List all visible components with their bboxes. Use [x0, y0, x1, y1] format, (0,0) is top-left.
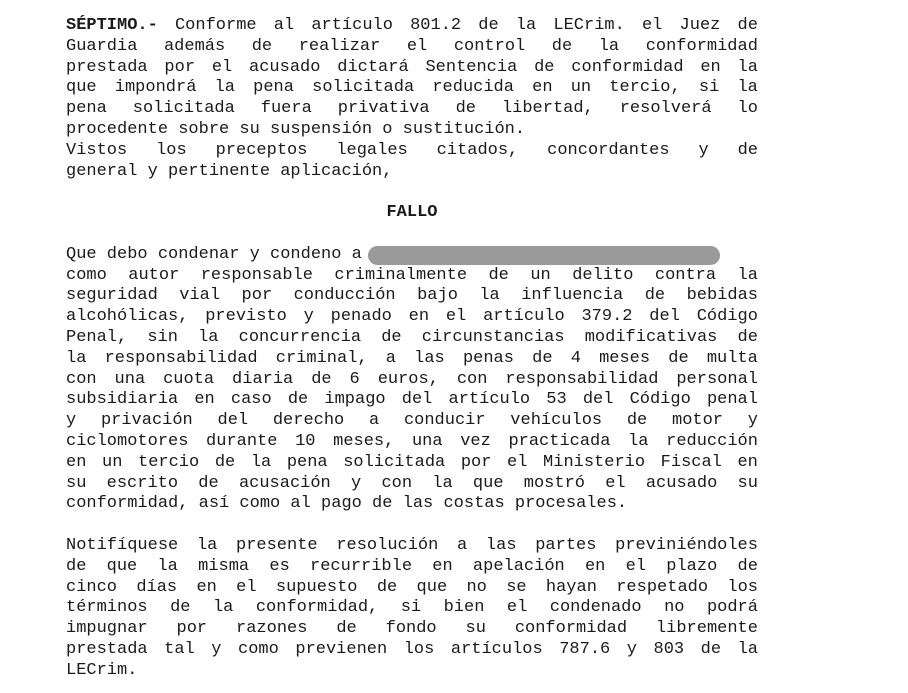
word: en: [194, 390, 215, 410]
word: que: [416, 577, 448, 597]
word: no: [466, 577, 487, 597]
word: de: [488, 265, 509, 285]
word: Sentencia: [425, 57, 518, 77]
word: cinco: [66, 577, 118, 597]
word: lo: [737, 99, 758, 119]
word: pena: [253, 78, 294, 98]
word: de: [287, 390, 309, 410]
word: de: [376, 577, 398, 597]
word: prestada: [66, 57, 148, 77]
paragraph-vistos: [66, 141, 758, 183]
word: penas: [462, 348, 514, 368]
fallo-lead-text: Que debo condenar y condeno a: [66, 244, 362, 264]
word: de: [644, 286, 666, 306]
word: que: [472, 473, 504, 493]
word: a: [385, 348, 396, 368]
text-line: [66, 390, 758, 411]
word: Penal,: [66, 327, 128, 347]
text-line: [66, 661, 758, 682]
word: la: [198, 327, 219, 347]
word: la: [212, 598, 234, 618]
word: responsabilidad: [104, 348, 258, 368]
word: la: [66, 348, 87, 368]
word: la: [196, 535, 218, 555]
word: la: [737, 78, 758, 98]
word: presente: [236, 535, 318, 555]
word: subsidiaria: [66, 390, 179, 410]
word: conformidad: [571, 57, 684, 77]
word: tercio: [138, 452, 200, 472]
text-line: [66, 536, 758, 557]
word: y: [211, 639, 222, 659]
word: acusado: [645, 473, 718, 493]
text-line: [66, 58, 758, 79]
word: fondo: [385, 619, 437, 639]
text-line: [66, 619, 758, 640]
word: como: [66, 265, 107, 285]
text-line: [66, 370, 758, 391]
word: la: [515, 16, 537, 35]
document-page: [66, 16, 758, 682]
word: el: [641, 16, 663, 35]
word: circunstancias: [421, 327, 565, 347]
word: de: [737, 327, 758, 347]
word: criminal,: [275, 348, 368, 368]
word: misma: [198, 556, 250, 576]
word: en: [432, 556, 453, 576]
blank-line: [66, 182, 758, 203]
word: meses,: [333, 431, 395, 451]
text-line: [66, 494, 758, 515]
word: de: [700, 639, 722, 659]
word: con: [66, 369, 97, 389]
text-line: [66, 598, 758, 619]
word: reducción: [666, 431, 758, 451]
text-line: [66, 78, 758, 99]
word: general y pertinente aplicación,: [66, 161, 393, 181]
word: en: [66, 452, 87, 472]
word: vez: [460, 431, 491, 451]
word: por: [460, 452, 492, 472]
text-line: [66, 37, 758, 58]
word: el: [211, 57, 233, 77]
word: el: [445, 307, 467, 327]
word: la: [737, 265, 758, 285]
text-line: [66, 453, 758, 474]
word: conformidad: [514, 619, 628, 639]
word: ciclomotores: [66, 431, 189, 451]
word: 787.6: [559, 639, 611, 659]
word: plazo: [666, 556, 718, 576]
word: un: [102, 452, 123, 472]
word: 10: [295, 431, 316, 451]
word: de: [336, 619, 357, 639]
word: las: [485, 535, 517, 555]
word: por: [176, 619, 208, 639]
word: del: [649, 307, 680, 327]
word: contra: [654, 265, 717, 285]
text-line: [66, 411, 758, 432]
word: y: [351, 473, 362, 493]
text-line: [66, 474, 758, 495]
word: una: [411, 431, 443, 451]
word: acusado: [249, 57, 321, 77]
word: de: [534, 57, 555, 77]
word: mostró: [523, 473, 585, 493]
redacted-name-block: [368, 246, 720, 265]
paragraph-notifiquese: [66, 536, 758, 682]
blank-line: [66, 515, 758, 536]
word: el: [236, 577, 257, 597]
word: apelación: [472, 556, 565, 576]
word: de: [532, 348, 553, 368]
word: penado: [330, 307, 392, 327]
word: los: [403, 639, 435, 659]
word: modificativas: [584, 327, 718, 347]
text-line: [66, 162, 758, 183]
word: Conforme: [174, 16, 257, 35]
word: multa: [706, 348, 758, 368]
word: influencia: [521, 286, 624, 306]
word: en: [700, 57, 721, 77]
paragraph-fallo: [66, 245, 758, 515]
word: por: [241, 286, 273, 306]
word: como: [238, 639, 279, 659]
word: la: [479, 286, 500, 306]
word: Fiscal: [660, 452, 722, 472]
word: de: [455, 99, 476, 119]
text-line: [66, 557, 758, 578]
word: libremente: [655, 619, 758, 639]
word: tercio,: [609, 78, 681, 98]
word: dictará: [337, 57, 409, 77]
section-label: SÉPTIMO.-: [66, 16, 158, 35]
word: del: [401, 390, 433, 410]
word: a: [369, 411, 380, 431]
word: a: [457, 535, 468, 555]
text-line: [66, 266, 758, 287]
word: Juez: [679, 16, 721, 35]
word: 801.2: [410, 16, 462, 35]
word: artículo: [483, 307, 565, 327]
word: privación: [100, 411, 193, 431]
word: en: [196, 577, 217, 597]
word: delito: [572, 265, 634, 285]
word: con: [456, 369, 488, 389]
word: pena: [66, 99, 107, 119]
word: impago: [324, 390, 386, 410]
word: y: [66, 411, 77, 431]
word: artículo: [448, 390, 531, 410]
word: y: [747, 411, 758, 431]
word: las: [414, 348, 445, 368]
word: responsabilidad: [505, 369, 659, 389]
word: de: [251, 36, 273, 56]
text-line: [66, 16, 758, 37]
word: conformidad, así como al pago de las costas procesales.: [66, 494, 628, 514]
word: de: [668, 348, 689, 368]
word: meses: [599, 348, 651, 368]
word: bebidas: [686, 286, 758, 306]
word: 803: [653, 639, 685, 659]
word: criminalmente: [334, 265, 468, 285]
word: conformidad,: [255, 598, 379, 618]
word: de: [311, 369, 332, 389]
word: supuesto: [275, 577, 358, 597]
word: Código: [696, 307, 758, 327]
word: un: [570, 78, 592, 98]
word: de: [737, 140, 758, 160]
word: los: [156, 140, 187, 160]
word: conducir: [403, 411, 486, 431]
word: el: [625, 556, 647, 576]
word: 4: [570, 348, 581, 368]
word: vehículos: [510, 411, 603, 431]
word: impugnar: [66, 619, 148, 639]
word: LECrim.: [553, 16, 625, 35]
word: su: [66, 473, 87, 493]
word: cuota: [163, 369, 215, 389]
word: 53: [546, 390, 567, 410]
word: Guardia: [66, 36, 138, 56]
word: Ministerio: [543, 452, 646, 472]
word: la: [598, 36, 620, 56]
word: prestada: [66, 639, 148, 659]
word: si: [400, 598, 422, 618]
word: el: [605, 473, 626, 493]
word: que: [66, 78, 97, 98]
paragraph-septimo: [66, 16, 758, 141]
word: la: [737, 57, 758, 77]
word: penal: [706, 390, 758, 410]
word: impondrá: [114, 78, 197, 98]
word: bien: [443, 598, 485, 618]
word: tal: [164, 639, 195, 659]
word: pena: [286, 452, 328, 472]
word: previenen: [295, 639, 388, 659]
word: de: [214, 452, 236, 472]
word: de: [737, 556, 758, 576]
word: 6: [349, 369, 360, 389]
word: privativa: [337, 99, 430, 119]
word: el: [507, 452, 528, 472]
word: se: [506, 577, 527, 597]
word: por: [164, 57, 196, 77]
word: escrito: [106, 473, 179, 493]
word: artículos: [450, 639, 543, 659]
word: reducida: [432, 78, 514, 98]
word: 379.2: [581, 307, 633, 327]
word: su: [737, 473, 758, 493]
word: y: [698, 140, 709, 160]
word: seguridad: [66, 286, 158, 306]
word: que: [106, 556, 138, 576]
word: de: [66, 556, 87, 576]
word: caso: [230, 390, 272, 410]
word: de: [737, 16, 758, 35]
word: concurrencia: [238, 327, 362, 347]
word: realizar: [298, 36, 381, 56]
word: procedente sobre su suspensión o sustitución.: [66, 119, 526, 139]
word: los: [727, 577, 758, 597]
word: durante: [206, 431, 278, 451]
text-line: [66, 349, 758, 370]
text-line: [66, 578, 758, 599]
text-line: [66, 286, 758, 307]
word: resolución: [336, 535, 439, 555]
word: hayan: [545, 577, 597, 597]
word: de: [478, 16, 499, 35]
word: diaria: [232, 369, 294, 389]
word: del: [582, 390, 614, 410]
word: y: [626, 639, 637, 659]
word: la: [628, 431, 649, 451]
word: conducción: [293, 286, 396, 306]
word: el: [506, 598, 528, 618]
word: condenado: [549, 598, 642, 618]
word: la: [214, 78, 235, 98]
word: citados,: [436, 140, 519, 160]
word: euros,: [377, 369, 439, 389]
word: conformidad: [645, 36, 758, 56]
word: de: [381, 327, 402, 347]
word: solicitada: [132, 99, 235, 119]
word: sin: [147, 327, 178, 347]
text-line: [66, 99, 758, 120]
word: Notifíquese: [66, 535, 179, 555]
word: practicada: [508, 431, 611, 451]
word: resolverá: [619, 99, 712, 119]
word: podrá: [706, 598, 758, 618]
word: no: [664, 598, 685, 618]
word: en: [584, 556, 606, 576]
word: derecho: [272, 411, 345, 431]
word: recurrible: [310, 556, 413, 576]
word: en: [408, 307, 430, 327]
word: al: [273, 16, 295, 35]
word: responsable: [200, 265, 313, 285]
word: respetado: [616, 577, 709, 597]
word: en: [532, 78, 553, 98]
word: solicitada: [312, 78, 415, 98]
word: razones: [236, 619, 308, 639]
word: con: [381, 473, 413, 493]
word: Vistos: [66, 140, 128, 160]
word: la: [737, 639, 758, 659]
word: concordantes: [547, 140, 670, 160]
text-line: [66, 307, 758, 328]
word: libertad,: [501, 99, 594, 119]
word: su: [465, 619, 486, 639]
word: bajo: [417, 286, 458, 306]
word: el: [406, 36, 428, 56]
word: fuera: [260, 99, 312, 119]
word: de: [626, 411, 648, 431]
word: Código: [629, 390, 691, 410]
word: legales: [336, 140, 408, 160]
word: si: [698, 78, 720, 98]
word: del: [217, 411, 249, 431]
word: acusación: [238, 473, 331, 493]
word: la: [250, 452, 272, 472]
fallo-heading: FALLO: [386, 203, 438, 223]
word: un: [530, 265, 551, 285]
word: motor: [672, 411, 724, 431]
text-line: [66, 640, 758, 661]
text-line: [66, 120, 758, 141]
word: personal: [676, 369, 758, 389]
word: en: [737, 452, 758, 472]
word: artículo: [311, 16, 393, 35]
word: de: [198, 473, 219, 493]
word: de: [551, 36, 573, 56]
word: partes: [535, 535, 597, 555]
word: previniéndoles: [615, 535, 758, 555]
word: una: [114, 369, 146, 389]
word: y: [303, 307, 314, 327]
blank-line: [66, 224, 758, 245]
text-line: [66, 432, 758, 453]
word: previsto: [205, 307, 287, 327]
word: vial: [179, 286, 221, 306]
word: términos: [66, 598, 148, 618]
fallo-lead-line: [66, 245, 758, 266]
word: alcohólicas,: [66, 307, 189, 327]
word: días: [136, 577, 178, 597]
word: la: [157, 556, 178, 576]
text-line: [66, 328, 758, 349]
word: la: [432, 473, 453, 493]
word: preceptos: [215, 140, 308, 160]
word: control: [453, 36, 526, 56]
word: además: [163, 36, 226, 56]
word: es: [269, 556, 290, 576]
word: LECrim.: [66, 660, 138, 680]
word: autor: [128, 265, 180, 285]
text-line: [66, 141, 758, 162]
word: de: [170, 598, 191, 618]
word: solicitada: [343, 452, 446, 472]
